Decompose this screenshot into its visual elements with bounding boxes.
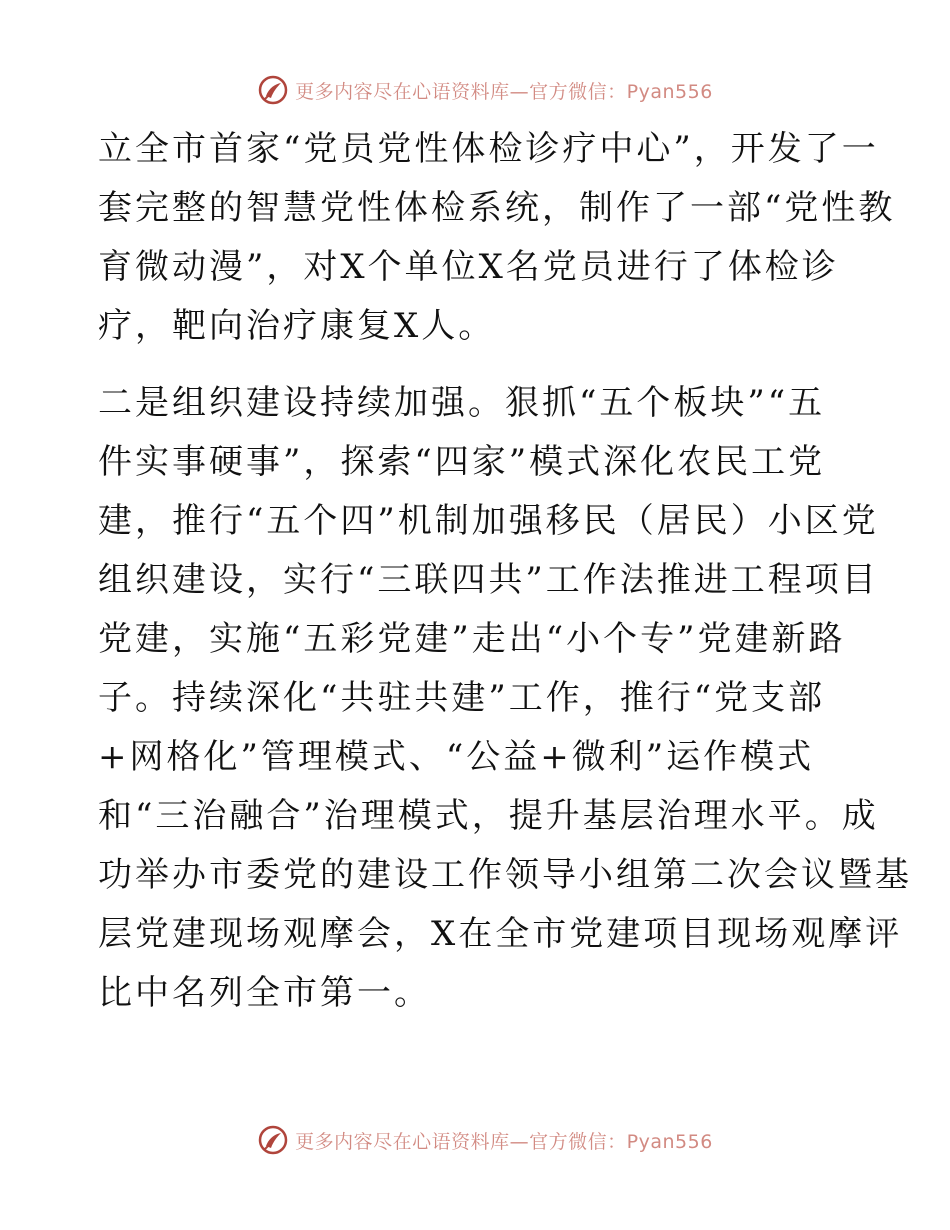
text-line: 功举办市委党的建设工作领导小组第二次会议暨基 bbox=[98, 855, 912, 895]
watermark-text: 更多内容尽在心语资料库—官方微信：Pyan556 bbox=[295, 1130, 713, 1153]
logo-icon bbox=[257, 1124, 289, 1156]
footer-watermark-banner bbox=[0, 1120, 950, 1160]
text-line: 疗，靶向治疗康复X人。 bbox=[98, 306, 496, 346]
text-line: 育微动漫”，对X个单位X名党员进行了体检诊 bbox=[98, 247, 839, 287]
paragraph bbox=[98, 374, 912, 1023]
text-line: 层党建现场观摩会，X在全市党建项目现场观摩评 bbox=[98, 914, 903, 954]
text-line: 党建，实施“五彩党建”走出“小个专”党建新路 bbox=[98, 619, 846, 659]
text-line: 二是组织建设持续加强。狠抓“五个板块”“五 bbox=[98, 383, 826, 423]
text-line: 件实事硬事”，探索“四家”模式深化农民工党 bbox=[98, 442, 826, 482]
text-line: 建，推行“五个四”机制加强移民（居民）小区党 bbox=[98, 501, 879, 541]
text-line: +网格化”管理模式、“公益+微利”运作模式 bbox=[98, 737, 815, 777]
text-line: 子。持续深化“共驻共建”工作，推行“党支部 bbox=[98, 678, 826, 718]
paragraph-gap bbox=[98, 356, 858, 374]
text-line: 和“三治融合”治理模式，提升基层治理水平。成 bbox=[98, 796, 879, 836]
text-line: 套完整的智慧党性体检系统，制作了一部“党性教 bbox=[98, 188, 896, 228]
text-line: 立全市首家“党员党性体检诊疗中心”，开发了一 bbox=[98, 129, 879, 169]
document-body bbox=[98, 120, 912, 1023]
text-line: 比中名列全市第一。 bbox=[98, 973, 431, 1013]
text-line: 组织建设，实行“三联四共”工作法推进工程项目 bbox=[98, 560, 879, 600]
paragraph bbox=[98, 120, 896, 356]
logo-icon bbox=[257, 74, 289, 106]
watermark-text: 更多内容尽在心语资料库—官方微信：Pyan556 bbox=[295, 80, 713, 103]
header-watermark-banner bbox=[0, 70, 950, 110]
